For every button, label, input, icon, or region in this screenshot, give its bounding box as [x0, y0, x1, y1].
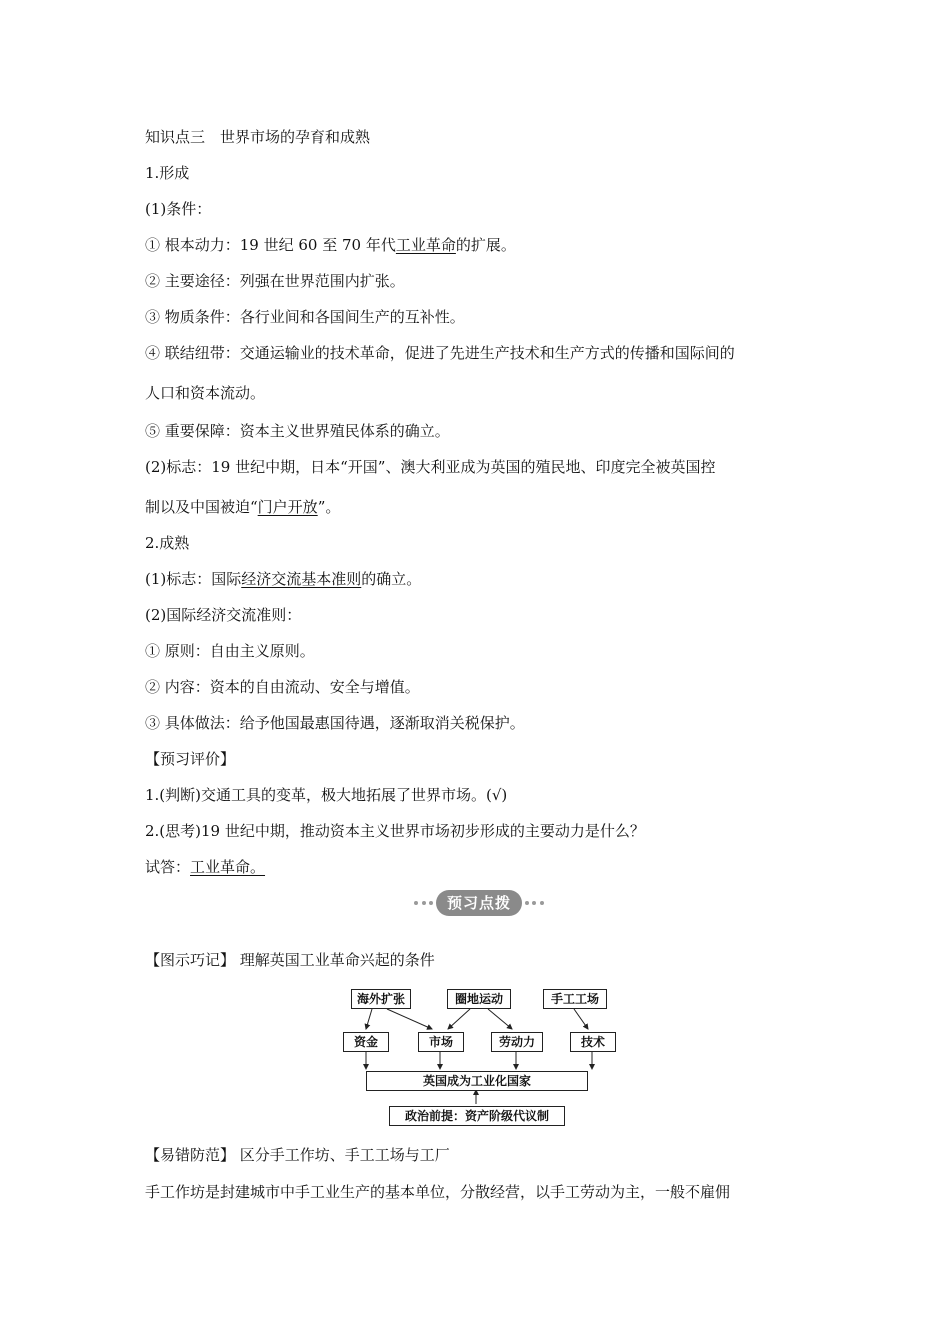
condition-4b: 人口和资本流动。 [145, 384, 266, 402]
condition-3: ③ 物质条件：各行业间和各国间生产的互补性。 [145, 308, 465, 326]
rule-3: ③ 具体做法：给予他国最惠国待遇，逐渐取消关税保护。 [145, 714, 525, 732]
condition-1-text: ① 根本动力：19 世纪 60 至 70 年代 [145, 236, 396, 254]
condition-4a: ④ 联结纽带：交通运输业的技术革命，促进了先进生产技术和生产方式的传播和国际间的 [145, 344, 735, 362]
mistake-heading: 【易错防范】 区分手工作坊、手工工场与工厂 [145, 1146, 450, 1164]
technology-box: 技术 [570, 1032, 616, 1052]
condition-5: ⑤ 重要保障：资本主义世界殖民体系的确立。 [145, 422, 450, 440]
formation-sign-b-underline: 门户开放 [257, 498, 318, 516]
market-box: 市场 [418, 1032, 464, 1052]
formation-sign-a: (2)标志：19 世纪中期，日本“开国”、澳大利亚成为英国的殖民地、印度完全被英国控 [145, 458, 716, 476]
handicraft-workshop-box: 手工工场 [543, 989, 607, 1009]
preview-heading: 【预习评价】 [145, 750, 236, 768]
preview-answer-label: 试答： [145, 858, 191, 876]
condition-2: ② 主要途径：列强在世界范围内扩张。 [145, 272, 405, 290]
preview-q1: 1.(判断)交通工具的变革，极大地拓展了世界市场。(√) [145, 786, 508, 804]
rule-2: ② 内容：资本的自由流动、安全与增值。 [145, 678, 420, 696]
result-box: 英国成为工业化国家 [366, 1071, 588, 1091]
mistake-text: 手工作坊是封建城市中手工业生产的基本单位，分散经营，以手工劳动为主，一般不雇佣 [145, 1183, 731, 1201]
formation-sign-b-end: ”。 [317, 498, 341, 516]
maturity-sign-text: (1)标志：国际 [145, 570, 242, 588]
rule-1: ① 原则：自由主义原则。 [145, 642, 315, 660]
overseas-expansion-box: 海外扩张 [351, 989, 411, 1009]
enclosure-movement-box: 圈地运动 [447, 989, 511, 1009]
condition-1-end: 的扩展。 [455, 236, 516, 254]
banner-label: 预习点拨 [436, 890, 522, 916]
rules-label: (2)国际经济交流准则： [145, 606, 302, 624]
maturity-heading: 2.成熟 [145, 534, 190, 552]
diagram-heading: 【图示巧记】 理解英国工业革命兴起的条件 [145, 951, 435, 969]
preview-q2: 2.(思考)19 世纪中期，推动资本主义世界市场初步形成的主要动力是什么？ [145, 822, 645, 840]
formation-sign-b-text: 制以及中国被迫“ [145, 498, 258, 516]
political-premise-box: 政治前提：资产阶级代议制 [389, 1106, 565, 1126]
formation-heading: 1.形成 [145, 164, 190, 182]
preview-answer-underline: 工业革命。 [190, 858, 266, 876]
condition-1-underline: 工业革命 [395, 236, 456, 254]
maturity-sign-underline: 经济交流基本准则 [241, 570, 362, 588]
section-title: 知识点三 世界市场的孕育和成熟 [145, 128, 371, 146]
maturity-sign-end: 的确立。 [361, 570, 422, 588]
labor-box: 劳动力 [491, 1032, 543, 1052]
capital-box: 资金 [343, 1032, 389, 1052]
conditions-label: (1)条件： [145, 200, 212, 218]
